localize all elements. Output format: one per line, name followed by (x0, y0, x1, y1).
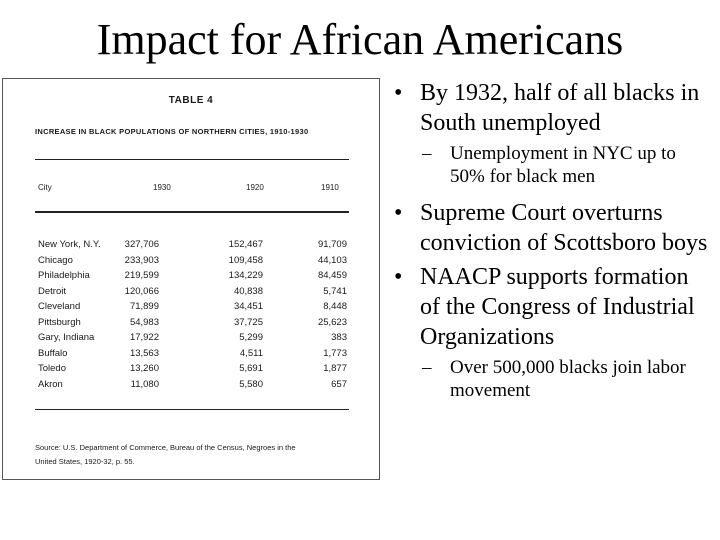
column-header-city: City (38, 183, 52, 192)
table-row (35, 237, 349, 252)
table-rule-header (35, 211, 349, 213)
table-cell-city: Cleveland (38, 301, 81, 312)
table-source-line: United States, 1920-32, p. 55. (35, 457, 135, 466)
bullet-text: Over 500,000 blacks join labor movement (450, 357, 686, 401)
bullet-list (392, 78, 714, 412)
bullet-item (392, 142, 714, 188)
table-cell-1920: 4,511 (239, 347, 263, 359)
bullet-text: Unemployment in NYC up to 50% for black men (450, 143, 676, 187)
bullet-item (392, 356, 714, 402)
table-row (35, 315, 349, 330)
bullet-item (392, 78, 714, 138)
bullet-marker: • (394, 80, 403, 106)
table-cell-1910: 91,709 (317, 239, 347, 250)
table-source-line: Source: U.S. Department of Commerce, Bureau of the Census, Negroes in the (35, 443, 296, 452)
table-cell-city: Buffalo (38, 347, 68, 359)
table-cell-1930: 219,599 (124, 270, 159, 281)
table-row (35, 377, 349, 392)
table-cell-city: Detroit (38, 285, 66, 297)
table-cell-1910: 5,741 (323, 285, 347, 297)
table-cell-1920: 134,229 (228, 270, 263, 281)
dash-marker: – (422, 357, 432, 378)
bullet-marker: • (394, 264, 403, 290)
table-caption: TABLE 4 (168, 95, 214, 106)
bullet-item (392, 198, 714, 258)
table-row (35, 330, 349, 345)
bullet-marker: • (394, 200, 403, 226)
table-cell-1910: 1,877 (323, 363, 347, 374)
table-cell-1910: 383 (331, 332, 347, 343)
table-cell-1910: 657 (331, 378, 347, 390)
table-cell-city: Chicago (38, 254, 73, 266)
table-cell-1920: 40,838 (233, 285, 263, 297)
table-cell-1930: 17,922 (129, 332, 159, 343)
table-cell-1910: 8,448 (323, 301, 347, 312)
bullet-text: Supreme Court overturns conviction of Scottsboro boys (420, 200, 708, 256)
table-row (35, 284, 349, 299)
table-row (35, 361, 349, 376)
bullet-item (392, 262, 714, 352)
slide-title: Impact for African Americans (96, 15, 624, 64)
table-cell-city: Philadelphia (38, 270, 90, 281)
table-cell-1910: 84,459 (317, 270, 347, 281)
table-cell-1930: 13,563 (129, 347, 159, 359)
table-cell-city: New York, N.Y. (38, 239, 101, 250)
table-rule-top (35, 159, 349, 160)
table-source (35, 441, 355, 469)
table-cell-city: Toledo (38, 363, 66, 374)
table-rule-bottom (35, 409, 349, 410)
table-row (35, 253, 349, 268)
column-header-1910: 1910 (321, 183, 339, 192)
bullet-text: By 1932, half of all blacks in South unemployed (420, 80, 700, 136)
table-cell-1930: 13,260 (129, 363, 159, 374)
table-cell-1930: 233,903 (124, 254, 159, 266)
table-cell-1910: 1,773 (323, 347, 347, 359)
table-cell-1920: 5,580 (239, 378, 263, 390)
column-header-1930: 1930 (153, 183, 171, 192)
table-cell-city: Gary, Indiana (38, 332, 95, 343)
table-cell-1920: 152,467 (228, 239, 263, 250)
table-cell-1920: 5,691 (239, 363, 263, 374)
table-row (35, 299, 349, 314)
table-cell-1930: 54,983 (129, 316, 159, 328)
table-cell-1930: 11,080 (130, 378, 159, 390)
table-row (35, 346, 349, 361)
table-cell-1920: 34,451 (233, 301, 263, 312)
table-cell-1910: 44,103 (317, 254, 347, 266)
table-cell-city: Akron (38, 378, 63, 390)
table-cell-1930: 71,899 (129, 301, 159, 312)
table-image (2, 78, 380, 480)
table-cell-1920: 5,299 (239, 332, 263, 343)
table-cell-1910: 25,623 (317, 316, 347, 328)
bullet-text: NAACP supports formation of the Congress of Industrial Organizations (420, 264, 695, 350)
table-heading: INCREASE IN BLACK POPULATIONS OF NORTHERN CITIES, 1910-1930 (35, 127, 309, 136)
table-row (35, 268, 349, 283)
table-cell-1920: 37,725 (233, 316, 263, 328)
table-cell-city: Pittsburgh (38, 316, 81, 328)
table-cell-1930: 120,066 (124, 285, 159, 297)
table-cell-1920: 109,458 (228, 254, 263, 266)
dash-marker: – (422, 143, 432, 164)
table-cell-1930: 327,706 (124, 239, 159, 250)
column-header-1920: 1920 (246, 183, 264, 192)
